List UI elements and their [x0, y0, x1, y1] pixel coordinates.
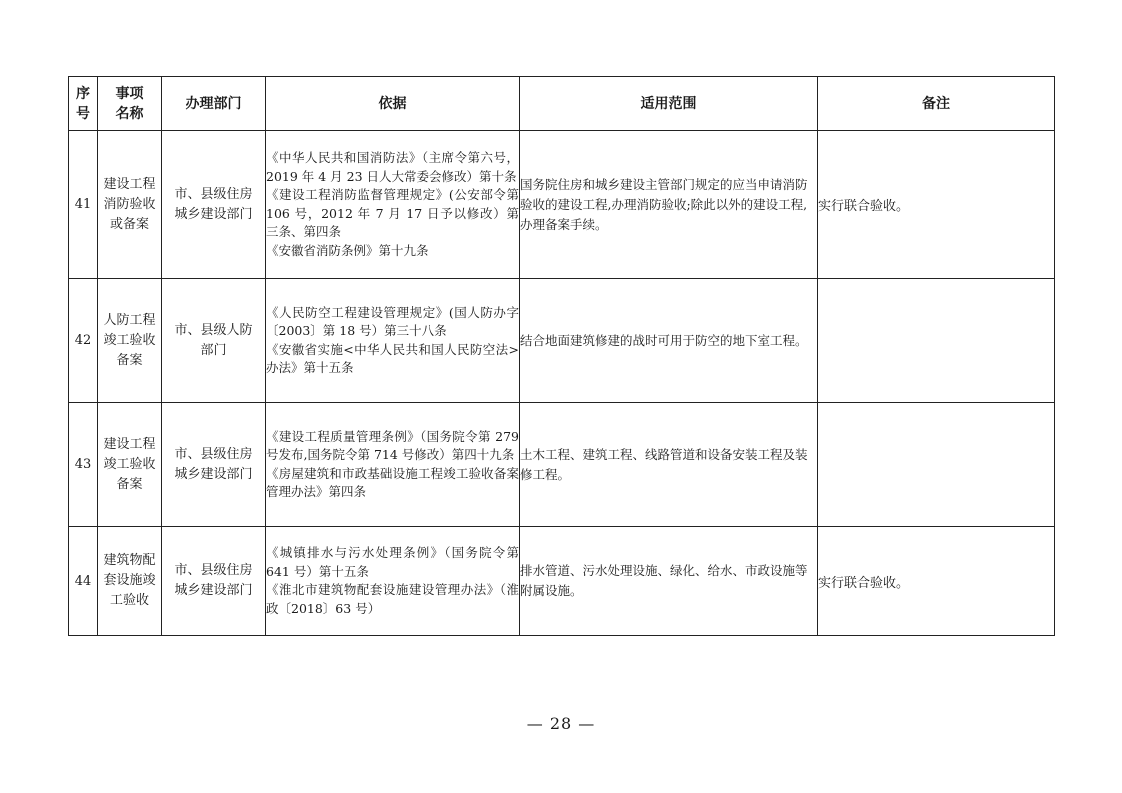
header-seq: 序号	[69, 77, 98, 131]
item-name: 建设工程消防验收或备案	[98, 131, 162, 279]
handling-dept: 市、县级人防部门	[162, 279, 266, 403]
approval-items-table	[68, 76, 1055, 636]
remark	[818, 403, 1055, 527]
item-name: 人防工程竣工验收备案	[98, 279, 162, 403]
basis-line: 《城镇排水与污水处理条例》（国务院令第 641 号）第十五条	[266, 545, 519, 579]
table-row	[69, 279, 1055, 403]
remark: 实行联合验收。	[818, 131, 1055, 279]
header-scope: 适用范围	[520, 77, 818, 131]
header-dept: 办理部门	[162, 77, 266, 131]
basis-line: 《建设工程消防监督管理规定》(公安部令第 106 号，2012 年 7 月 17 日予以修改）第三条、第四条	[266, 187, 519, 239]
applicable-scope: 土木工程、建筑工程、线路管道和设备安装工程及装修工程。	[520, 403, 818, 527]
remark: 实行联合验收。	[818, 527, 1055, 636]
basis-line: 《安徽省实施<中华人民共和国人民防空法>办法》第十五条	[266, 341, 519, 375]
table-row	[69, 403, 1055, 527]
handling-dept: 市、县级住房城乡建设部门	[162, 131, 266, 279]
basis-line: 《淮北市建筑物配套设施建设管理办法》（淮政〔2018〕63 号）	[266, 582, 519, 616]
legal-basis	[266, 403, 520, 527]
item-name: 建设工程竣工验收备案	[98, 403, 162, 527]
basis-line: 《安徽省消防条例》第十九条	[266, 242, 429, 258]
table-row	[69, 131, 1055, 279]
legal-basis	[266, 527, 520, 636]
legal-basis	[266, 279, 520, 403]
row-number: 43	[69, 403, 98, 527]
item-name: 建筑物配套设施竣工验收	[98, 527, 162, 636]
handling-dept: 市、县级住房城乡建设部门	[162, 403, 266, 527]
header-remark: 备注	[818, 77, 1055, 131]
row-number: 44	[69, 527, 98, 636]
basis-line: 《房屋建筑和市政基础设施工程竣工验收备案管理办法》第四条	[266, 465, 519, 499]
applicable-scope: 排水管道、污水处理设施、绿化、给水、市政设施等附属设施。	[520, 527, 818, 636]
handling-dept: 市、县级住房城乡建设部门	[162, 527, 266, 636]
applicable-scope: 结合地面建筑修建的战时可用于防空的地下室工程。	[520, 279, 818, 403]
table-row	[69, 527, 1055, 636]
table-header-row	[69, 77, 1055, 131]
page-number: — 28 —	[526, 714, 596, 733]
basis-line: 《建设工程质量管理条例》（国务院令第 279 号发布,国务院令第 714 号修改）第四十九条	[266, 428, 519, 462]
applicable-scope: 国务院住房和城乡建设主管部门规定的应当申请消防验收的建设工程,办理消防验收;除此以外的建设工程,办理备案手续。	[520, 131, 818, 279]
remark	[818, 279, 1055, 403]
row-number: 42	[69, 279, 98, 403]
header-item-name: 事项名称	[98, 77, 162, 131]
basis-line: 《中华人民共和国消防法》（主席令第六号，2019 年 4 月 23 日人大常委会修改）第十条	[266, 150, 519, 184]
basis-line: 《人民防空工程建设管理规定》(国人防办字〔2003〕第 18 号）第三十八条	[266, 304, 519, 338]
legal-basis	[266, 131, 520, 279]
row-number: 41	[69, 131, 98, 279]
header-basis: 依据	[266, 77, 520, 131]
